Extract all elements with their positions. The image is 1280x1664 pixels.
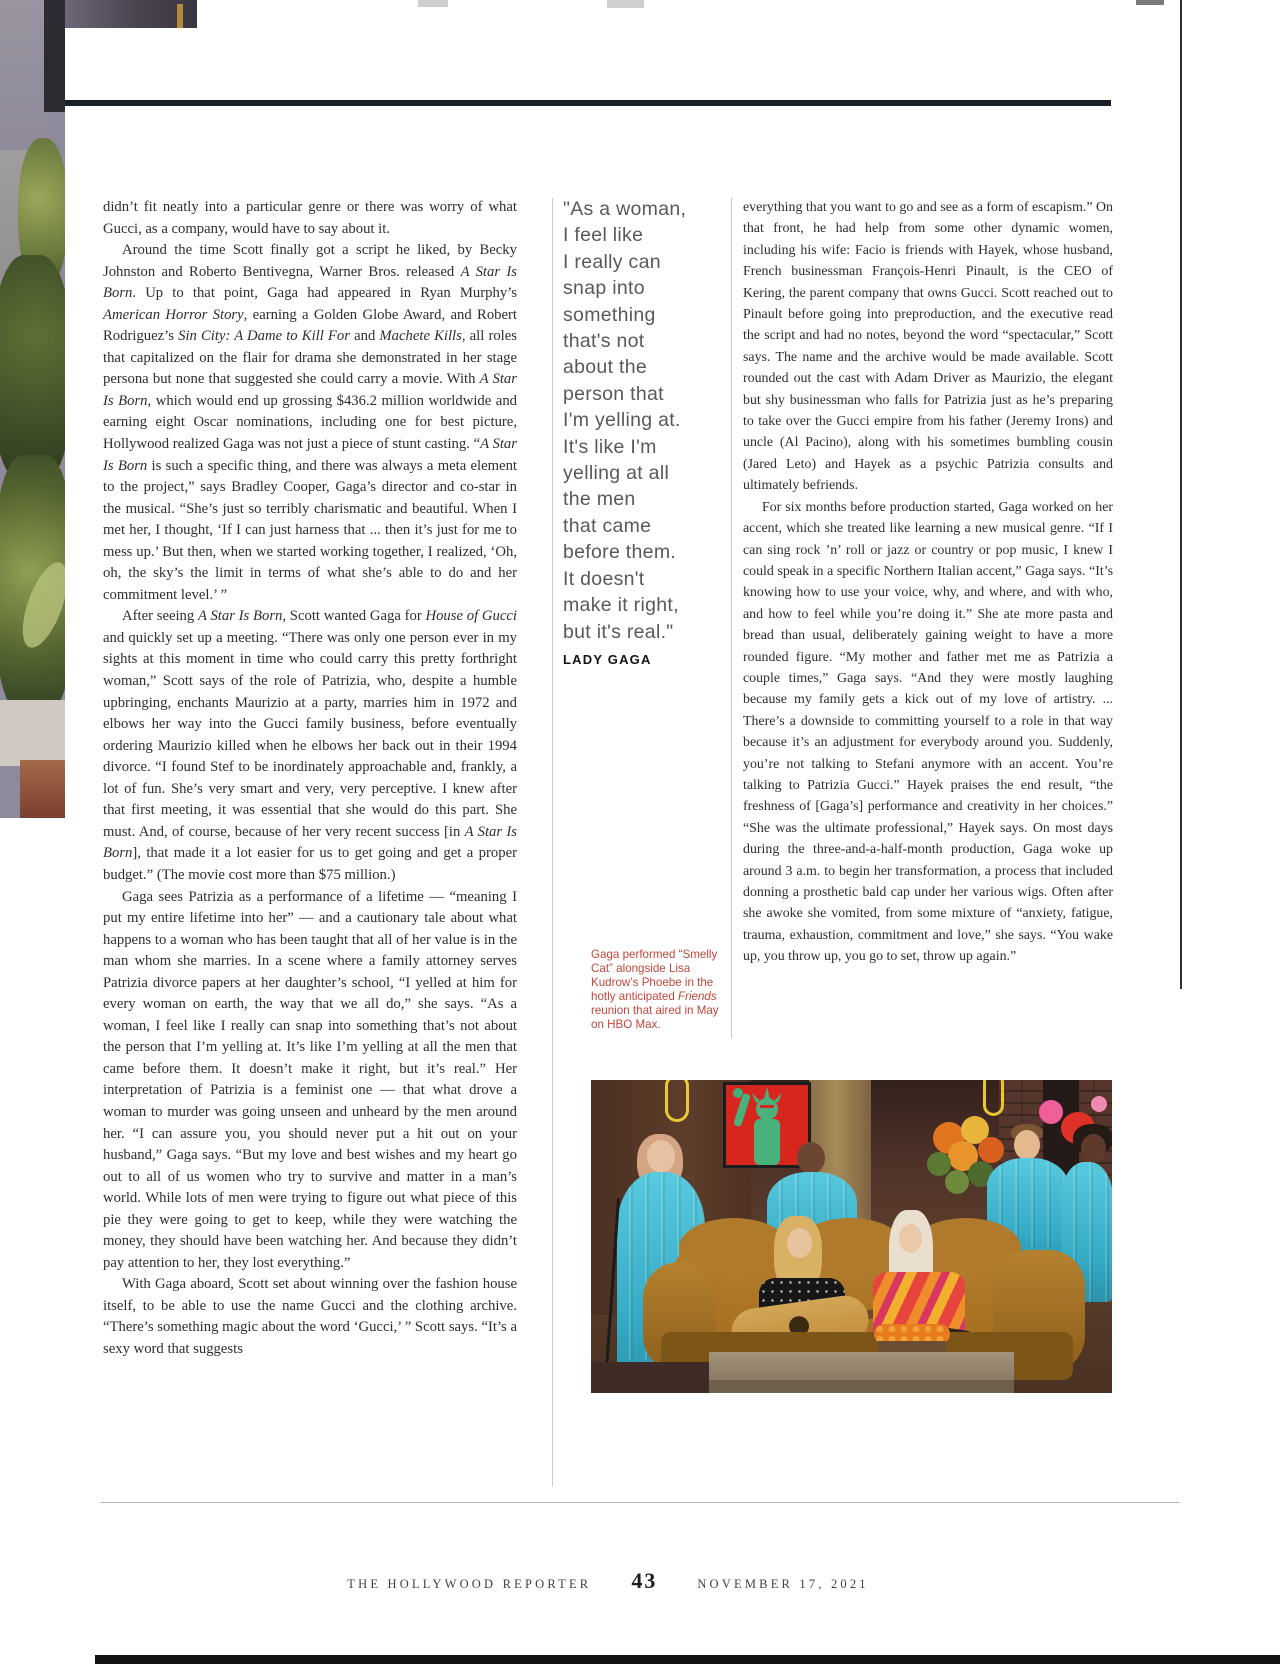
text-line: I really can (563, 250, 661, 273)
friends-reunion-photo (591, 1080, 1112, 1393)
column-divider-left (552, 198, 553, 1486)
right-edge-line (1180, 0, 1182, 989)
lisa-kudrow-face (787, 1228, 812, 1258)
body-paragraph: After seeing A Star Is Born, Scott wanted Gaga for House of Gucci and quickly set up a meeting. “There was only one person ever in my sights at this moment in time who could carry this pretty forthright woman,” Scott says of the role of Patrizia, who, despite a humble upbringing, enchants Maurizio at a party, marries him in 1972 and elbows her way into the Gucci family business, before eventually ordering Maurizio killed when he elbows her back out in their 1994 divorce. “I found Stef to be inordinately approachable and, frankly, a lot of fun. She’s very smart and very, very perceptive. I knew after that first meeting, it was essential that she would do this part. She must. And, of course, because of her very recent success [in A Star Is Born], that made it a lot easier for us to get going and get a proper budget.” (The movie cost more than $75 million.) (103, 608, 517, 883)
text-line: about the (563, 356, 648, 379)
text-line: reunion that aired in May (591, 1003, 719, 1017)
text-line: make it right, (563, 594, 679, 617)
coffee-table-top (709, 1352, 1014, 1382)
page-footer (103, 1568, 1113, 1594)
page-number: 43 (631, 1568, 658, 1593)
text-line: It's like I'm (563, 435, 657, 458)
text-line: yelling at all (563, 462, 670, 485)
page-edge-smudge (607, 0, 644, 8)
page-edge-smudge (1136, 0, 1164, 5)
article-column-left (103, 197, 517, 1361)
publication-name: THE HOLLYWOOD REPORTER (347, 1577, 592, 1591)
statue-of-liberty-art (726, 1085, 808, 1165)
photo-caption (591, 948, 719, 1031)
text-line: something (563, 303, 656, 326)
text-line: Cat” alongside Lisa (591, 961, 691, 975)
text-line: on HBO Max. (591, 1017, 661, 1031)
bottom-page-edge (95, 1655, 1280, 1664)
text-line: Kudrow’s Phoebe in the (591, 975, 714, 989)
left-photo-top-bleed (65, 0, 197, 28)
neon-pretzel-sign (665, 1080, 689, 1122)
chorister-right-man (1014, 1130, 1040, 1160)
left-edge-photo-strip (0, 0, 65, 818)
body-paragraph: For six months before production started, Gaga worked on her accent, which she treated like learning a new musical genre. “If I can sing rock ’n’ roll or jazz or country or pop music, I knew I could speak in a specific Northern Italian accent,” Gaga says. “It’s knowing how to use your voice, why, and where, and with who, and how to feel while you’re doing it.” She ate more pasta and bread than usual, deliberately gaining weight to have a more rounded figure. “My mother and father met me as Patrizia a couple times,” Gaga says. “And they were mostly laughing because my family gets a kick out of my love of artistry. ... There’s a downside to committing yourself to a role in that way because it’s an adjustment for everybody around you. Suddenly, you’re not talking to Stefani anymore with an accent. You’re talking to Patrizia Gucci.” Hayek praises the end result, “the freshness of [Gaga’s] performance and creativity in her choices.” “She was the ultimate professional,” Hayek says. On most days during the three-and-a-half-month production, Gaga woke up around 3 a.m. to begin her transformation, a process that included donning a prosthetic bald cap under her various wigs. Often after she awoke she vomited, from some mixture of “anxiety, fatigue, trauma, exhaustion, commitment and love,” she says. “You wake up, you throw up, you go to set, throw up again.” (743, 499, 1113, 965)
text-line: I'm yelling at. (563, 409, 681, 432)
text-line: It doesn't (563, 567, 645, 590)
text-line: Gaga performed “Smelly (591, 948, 718, 961)
text-line: snap into (563, 277, 645, 300)
pull-quote (563, 196, 728, 645)
text-line: that came (563, 514, 652, 537)
light-gap-shape (0, 700, 65, 766)
top-rule-divider (65, 100, 1111, 106)
gold-fixture-shape (177, 4, 183, 28)
text-line: "As a woman, (563, 198, 687, 220)
chorister-left-woman (647, 1140, 675, 1173)
coffee-table-front (709, 1380, 1014, 1393)
text-line: I feel like (563, 224, 644, 247)
body-paragraph: didn’t fit neatly into a particular genre or there was worry of what Gucci, as a company, would have to say about it. (103, 199, 517, 237)
text-line: but it's real." (563, 620, 674, 643)
text-line: that's not (563, 330, 645, 353)
text-line: before them. (563, 541, 677, 564)
red-wood-shape (20, 760, 65, 818)
lady-gaga-face (899, 1224, 922, 1253)
dark-background-shape (44, 0, 65, 112)
pink-heart-decoration (1039, 1100, 1063, 1124)
body-paragraph: With Gaga aboard, Scott set about winning over the fashion house itself, to be able to use the name Gucci and the clothing archive. “There’s something magic about the word ‘Gucci,’ ” Scott says. “It’s a sexy word that suggests (103, 1276, 517, 1357)
body-paragraph: Gaga sees Patrizia as a performance of a lifetime — “meaning I put my entire lifetime into her” — and a cautionary tale about what happens to a woman who has been taught that all of her value is in the man whom she marries. In a scene where a family attorney serves Patrizia divorce papers at her daughter’s school, “I yelled at him for every woman on earth, the way that we all do,” she says. “As a woman, I feel like I really can snap into something that’s not about the person that I’m yelling at. It’s like I’m yelling at all the men that came before them. It doesn’t make it right, but it’s real.” Her interpretation of Patrizia is a feminist one — that what drove a woman to murder was going unseen and unheard by the men around her. “I can assure you, you should never put a hit out on your husband,” Gaga says. “But my love and best wishes and my heart go out to all of us women who try to survive and matter in a man’s world. While lots of men were trying to figure out what piece of this pie they were going to get to keep, while they were watching the money, they should have been watching her. And because they didn’t pay attention to her, they lost everything.” (103, 888, 517, 1271)
article-column-right (743, 197, 1113, 968)
body-paragraph: everything that you want to go and see as a form of escapism.” On that front, he had help from some other dynamic women, including his wife: Facio is friends with Hayek, whose husband, French businessman François-Henri Pinault, is the CEO of Kering, the parent company that owns Gucci. Scott reached out to Pinault before going into preproduction, and the executive read the script and had no notes, beyond the word “spectacular,” Scott says. The name and the archive would be made available. Scott rounded out the cast with Adam Driver as Maurizio, the elegant but shy businessman who falls for Patrizia just as he’s preparing to take over the Gucci empire from his father (Jeremy Irons) and uncle (Al Pacino), along with his sometimes bumbling cousin (Jared Leto) and Hayek as a psychic Patrizia consults and ultimately befriends. (743, 200, 1113, 494)
body-paragraph: Around the time Scott finally got a script he liked, by Becky Johnston and Roberto Bentivegna, Warner Bros. released A Star Is Born. Up to that point, Gaga had appeared in Ryan Murphy’s American Horror Story, earning a Golden Globe Award, and Robert Rodriguez’s Sin City: A Dame to Kill For and Machete Kills, all roles that capitalized on the flair for drama she demonstrated in her stage persona but none that suggested she could carry a movie. With A Star Is Born, which would end up grossing $436.2 million worldwide and earning eight Oscar nominations, including one for best picture, Hollywood realized Gaga was not just a piece of stunt casting. “A Star Is Born is such a specific thing, and there was always a meta element to the project,” says Bradley Cooper, Gaga’s director and co-star in the musical. “She’s just so terribly charismatic and beautiful. When I met her, I thought, ‘If I can just harness that ... then it’s just for me to mess up.’ But then, when we started working together, I realized, ‘Oh, oh, the sky’s the limit in terms of what she’s able to do and her commitment level.’ ” (103, 242, 518, 603)
pink-heart-decoration (1091, 1096, 1107, 1112)
chorister-far-right-woman (1081, 1134, 1106, 1163)
text-line: the men (563, 488, 636, 511)
text-line: person that (563, 382, 664, 405)
page-edge-smudge (418, 0, 448, 7)
pull-quote-attribution: LADY GAGA (563, 652, 652, 667)
plant-foliage (0, 255, 65, 485)
column-divider-right (731, 198, 732, 1038)
issue-date: NOVEMBER 17, 2021 (697, 1577, 869, 1591)
text-line: hotly anticipated Friends (591, 989, 717, 1003)
chorister-center-man (797, 1142, 825, 1174)
footer-rule (100, 1502, 1180, 1503)
neon-pretzel-sign (983, 1080, 1004, 1116)
